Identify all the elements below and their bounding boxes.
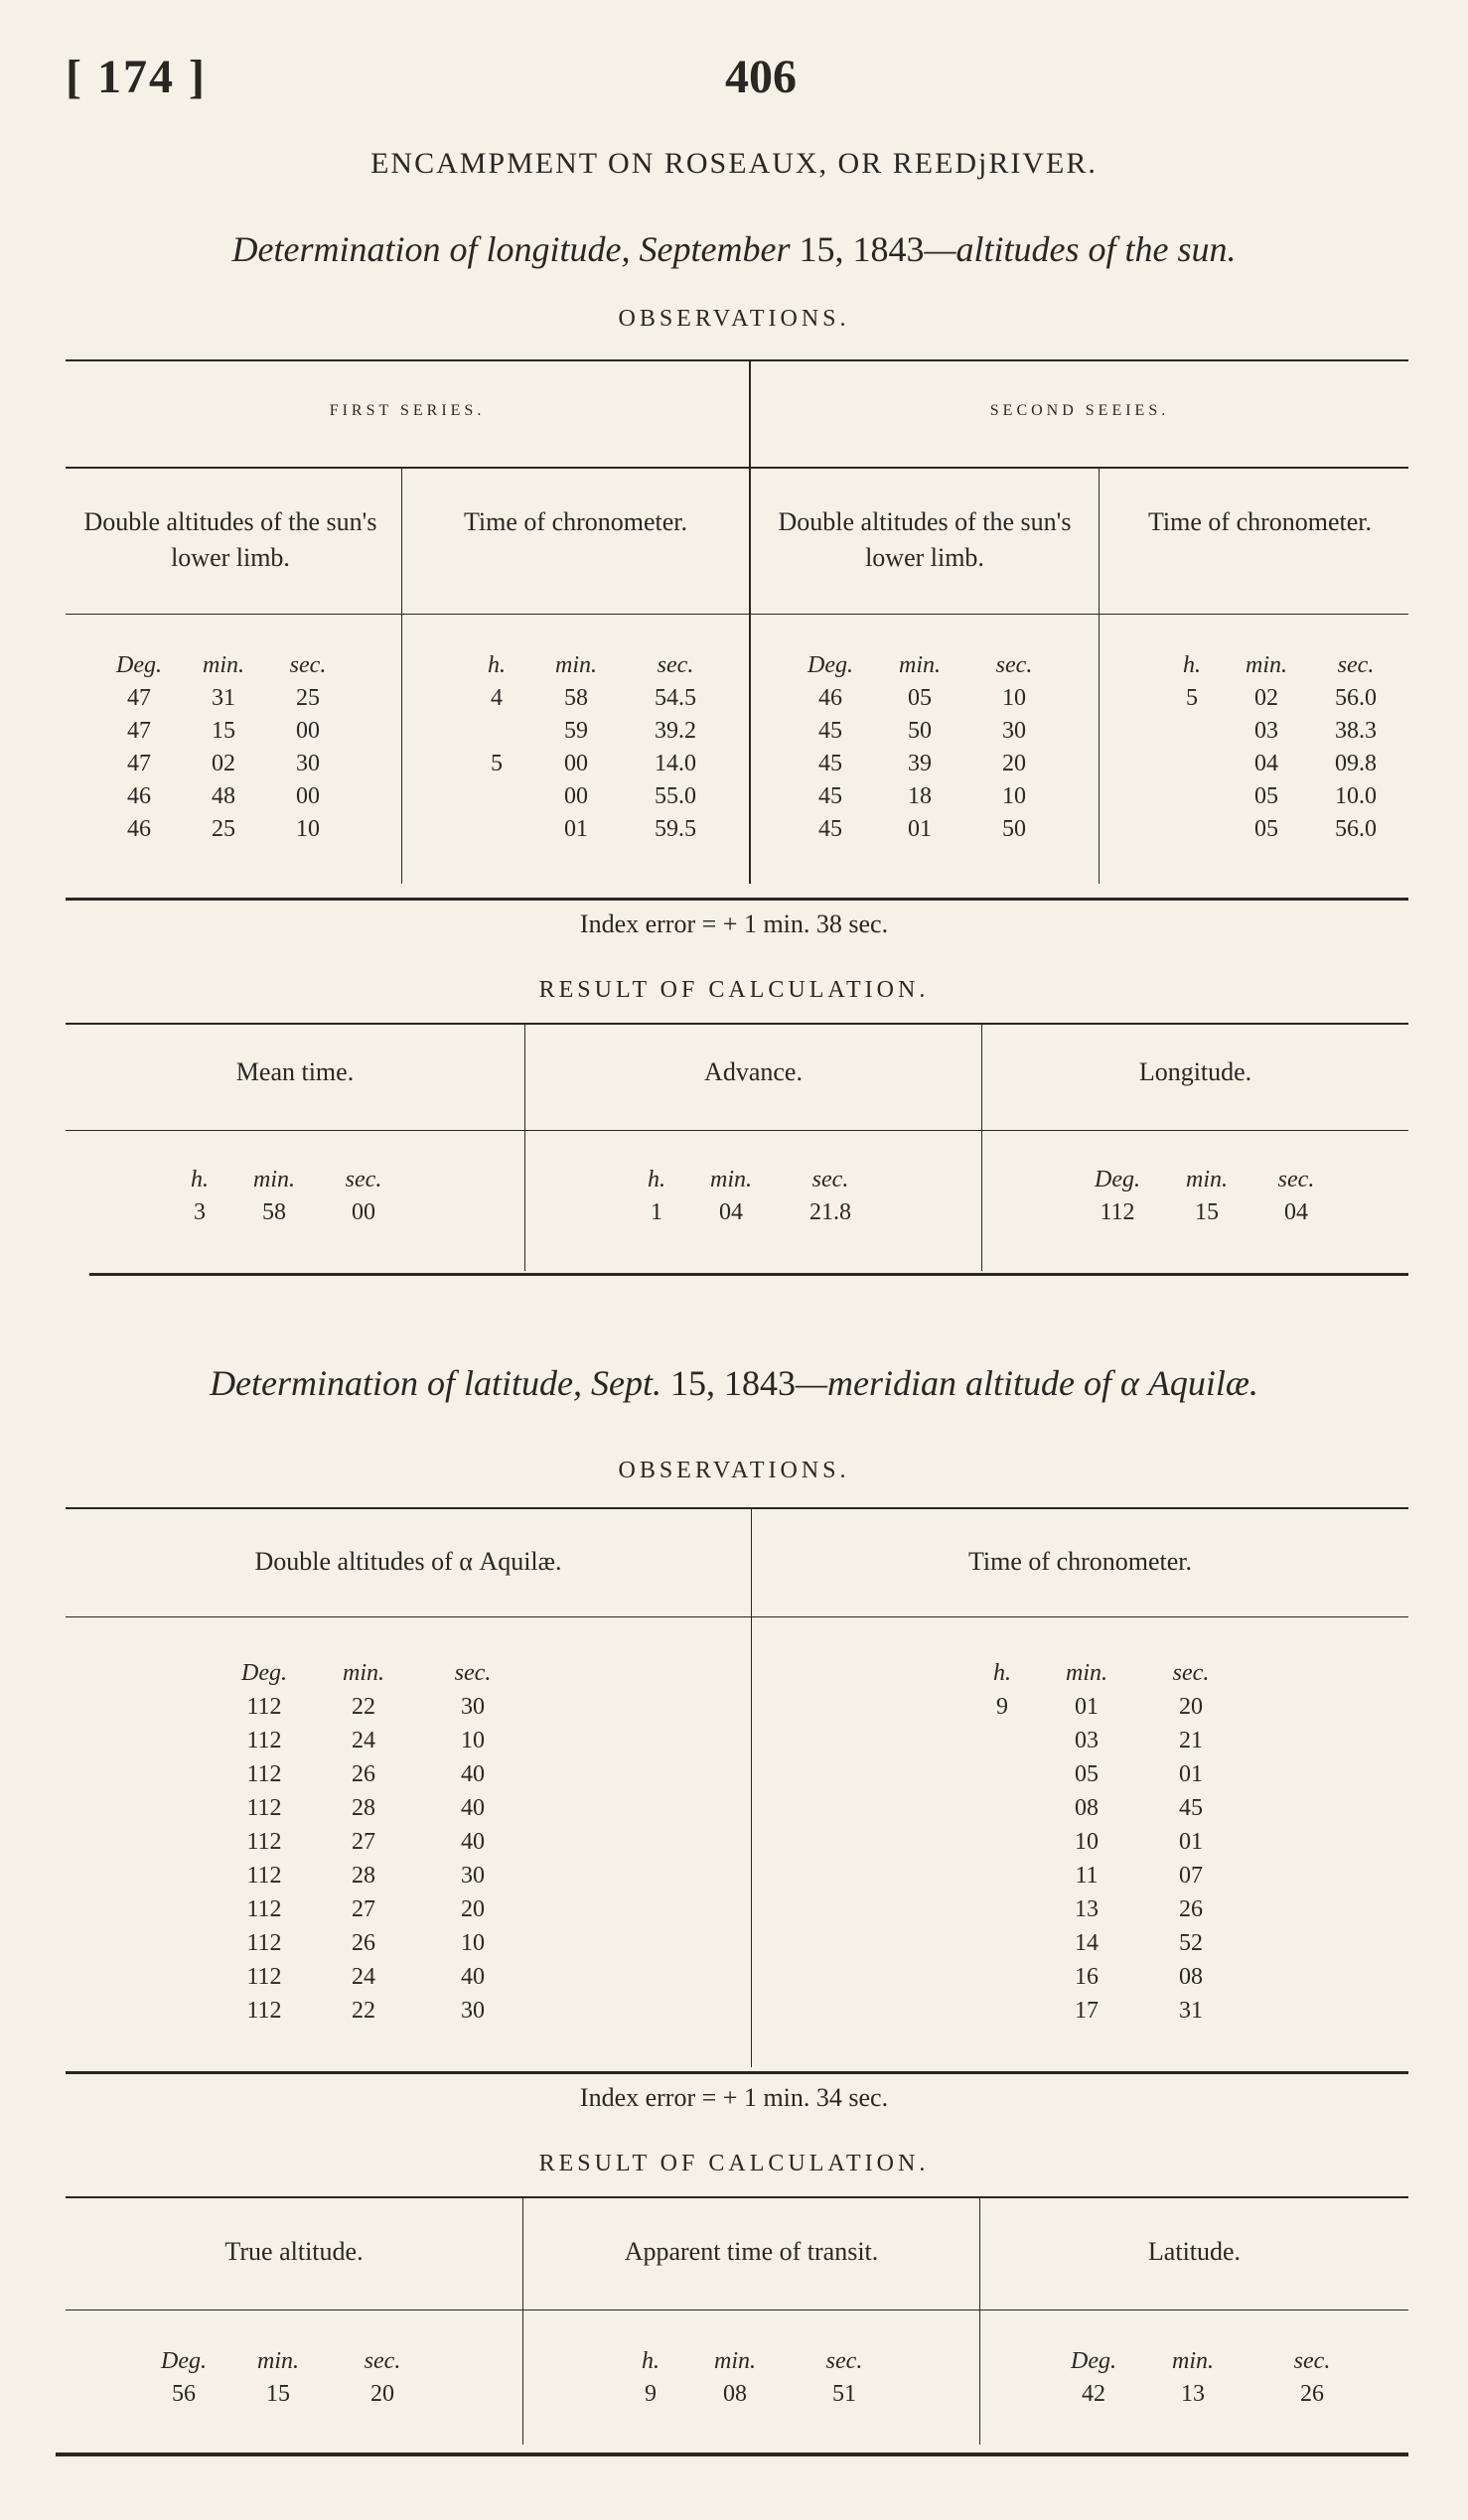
table-cell: 112 — [246, 1795, 282, 1821]
units-row — [632, 1164, 880, 1196]
table-cell: 39.2 — [655, 718, 696, 744]
table-cell — [1162, 748, 1222, 780]
true-altitude-values — [149, 2345, 427, 2411]
mean-time-header: Mean time. — [235, 1057, 355, 1086]
table-cell: 01 — [564, 816, 588, 842]
table-row — [1162, 715, 1400, 748]
table-cell: 04 — [719, 1199, 743, 1225]
table-row — [467, 813, 725, 846]
table-row — [224, 1960, 522, 1994]
place-title: ENCAMPMENT ON ROSEAUX, OR REEDjRIVER. — [370, 147, 1098, 180]
table-cell: 38.3 — [1335, 718, 1377, 744]
table-cell: 16 — [1075, 1964, 1099, 1990]
rule — [66, 359, 1408, 361]
table-cell: 45 — [818, 783, 842, 809]
table-cell — [1162, 780, 1222, 813]
units-row — [632, 1196, 880, 1229]
table-cell: 20 — [1179, 1694, 1203, 1720]
table-cell: min. — [343, 1660, 384, 1686]
table-cell: 20 — [1002, 751, 1026, 776]
table-row — [1162, 780, 1400, 813]
table-cell: 51 — [832, 2381, 856, 2407]
table-cell: 45 — [1179, 1795, 1203, 1821]
series2-alt-header: Double altitudes of the sun's lower limb. — [778, 507, 1072, 572]
units-row — [1162, 649, 1400, 682]
units-row — [224, 1656, 522, 1690]
table-cell: sec. — [1172, 1660, 1210, 1686]
table-cell: 46 — [127, 783, 151, 809]
table-row — [791, 748, 1059, 780]
table-cell: 20 — [370, 2381, 394, 2407]
advance-header: Advance. — [704, 1057, 803, 1086]
table-cell: 05 — [1075, 1761, 1099, 1787]
table-cell — [467, 780, 526, 813]
table-cell: min. — [257, 2348, 299, 2374]
table-row — [224, 1825, 522, 1859]
table-cell: min. — [714, 2348, 756, 2374]
table-cell: 13 — [1181, 2381, 1205, 2407]
lat-alt-columns — [224, 1656, 522, 2028]
table-cell: 15 — [266, 2381, 290, 2407]
table-cell: 56 — [172, 2381, 196, 2407]
table-cell: 00 — [564, 783, 588, 809]
table-cell: 10 — [461, 1930, 485, 1956]
table-row — [977, 1825, 1236, 1859]
table-cell: 20 — [461, 1896, 485, 1922]
table-row — [977, 1892, 1236, 1926]
table-cell: 59.5 — [655, 816, 696, 842]
unit-h: h. — [488, 652, 506, 678]
series2-time-header: Time of chronometer. — [1147, 507, 1373, 536]
series1-alt-header: Double altitudes of the sun's lower limb. — [83, 507, 377, 572]
units-row — [791, 649, 1059, 682]
table-cell: 14 — [1075, 1930, 1099, 1956]
table-cell: 40 — [461, 1964, 485, 1990]
rule — [66, 2196, 1408, 2198]
table-cell: Deg. — [161, 2348, 207, 2374]
table-cell: 55.0 — [655, 783, 696, 809]
units-row — [977, 1656, 1236, 1690]
table-cell: 10 — [1075, 1829, 1099, 1855]
longitude-header: Longitude. — [1138, 1057, 1252, 1086]
table-cell: 47 — [127, 685, 151, 711]
latitude-heading-date: 15, 1843 — [670, 1363, 797, 1403]
latitude-values — [1059, 2345, 1367, 2411]
table-cell — [977, 1724, 1027, 1757]
table-cell: h. — [993, 1660, 1011, 1686]
table-cell: 28 — [352, 1795, 375, 1821]
table-cell: 58 — [564, 685, 588, 711]
rule — [66, 1130, 1408, 1131]
apparent-time-values — [626, 2345, 894, 2411]
table-row — [224, 1859, 522, 1892]
table-row — [224, 1791, 522, 1825]
latitude-heading — [0, 1362, 1468, 1404]
table-cell: 01 — [908, 816, 932, 842]
table-cell: 52 — [1179, 1930, 1203, 1956]
longitude-heading — [0, 228, 1468, 270]
table-cell: h. — [648, 1167, 665, 1192]
unit-sec: sec. — [995, 652, 1033, 678]
unit-min: min. — [203, 652, 244, 678]
latitude-heading-c: —meridian altitude of — [796, 1363, 1121, 1403]
table-cell: 112 — [246, 1863, 282, 1889]
units-row — [175, 1164, 403, 1196]
table-cell: 30 — [461, 1998, 485, 2024]
table-cell: sec. — [1293, 2348, 1331, 2374]
unit-sec: sec. — [657, 652, 694, 678]
table-cell — [977, 1926, 1027, 1960]
table-cell: 21.8 — [809, 1199, 851, 1225]
table-cell: 1 — [651, 1199, 662, 1225]
alt-header: Double altitudes of α Aquilæ. — [254, 1547, 562, 1576]
rule — [56, 2452, 1408, 2456]
rule — [66, 467, 1408, 469]
table-cell: 47 — [127, 751, 151, 776]
table-cell: 01 — [1075, 1694, 1099, 1720]
table-cell: 3 — [194, 1199, 206, 1225]
table-cell: 112 — [246, 1964, 282, 1990]
unit-h: h. — [1183, 652, 1201, 678]
latitude-heading-a: Determination of latitude, Sept. — [210, 1363, 671, 1403]
rule — [66, 614, 1408, 615]
table-cell: 9 — [645, 2381, 657, 2407]
table-cell: 08 — [1075, 1795, 1099, 1821]
table-row — [1162, 813, 1400, 846]
table-cell: 48 — [212, 783, 235, 809]
advance-values — [632, 1164, 880, 1229]
table-cell: 50 — [908, 718, 932, 744]
table-cell: min. — [1172, 2348, 1214, 2374]
table-cell: sec. — [454, 1660, 492, 1686]
table-cell: 30 — [461, 1694, 485, 1720]
table-cell: 26 — [352, 1761, 375, 1787]
units-row — [149, 2345, 427, 2378]
table-cell: 10 — [296, 816, 320, 842]
table-cell: 22 — [352, 1998, 375, 2024]
table-cell: 14.0 — [655, 751, 696, 776]
bracket-page-number: [ 174 ] — [66, 51, 207, 103]
table-cell — [467, 715, 526, 748]
table-cell: 112 — [246, 1930, 282, 1956]
table-cell: 01 — [1179, 1829, 1203, 1855]
table-cell: 10 — [461, 1728, 485, 1753]
table-row — [1162, 682, 1400, 715]
table-cell: 15 — [1195, 1199, 1219, 1225]
table-row — [977, 1757, 1236, 1791]
table-cell: 26 — [1300, 2381, 1324, 2407]
table-cell: 112 — [246, 1829, 282, 1855]
rule — [66, 898, 1408, 901]
series1-time-columns — [467, 649, 725, 846]
table-row — [1162, 748, 1400, 780]
table-cell: 56.0 — [1335, 685, 1377, 711]
table-cell — [1162, 813, 1222, 846]
table-row — [977, 1859, 1236, 1892]
table-row — [467, 780, 725, 813]
table-cell: 02 — [212, 751, 235, 776]
rule — [89, 1273, 1408, 1276]
table-cell: 03 — [1254, 718, 1278, 744]
table-cell: 54.5 — [655, 685, 696, 711]
table-row — [791, 682, 1059, 715]
table-cell: 08 — [1179, 1964, 1203, 1990]
table-row — [467, 715, 725, 748]
col-divider — [751, 1507, 752, 2067]
units-row — [1083, 1196, 1331, 1229]
table-cell: 40 — [461, 1829, 485, 1855]
table-cell: 00 — [296, 718, 320, 744]
longitude-observations-label: OBSERVATIONS. — [618, 306, 850, 332]
table-cell: 05 — [1254, 783, 1278, 809]
series1-alt-columns — [99, 649, 348, 846]
table-cell — [977, 1825, 1027, 1859]
table-row — [99, 682, 348, 715]
table-row — [224, 1690, 522, 1724]
unit-sec: sec. — [289, 652, 327, 678]
table-cell: 40 — [461, 1795, 485, 1821]
table-cell: 30 — [296, 751, 320, 776]
table-row — [99, 780, 348, 813]
table-cell: 30 — [1002, 718, 1026, 744]
longitude-heading-date: 15, 1843 — [799, 229, 925, 269]
table-cell — [977, 1892, 1027, 1926]
table-cell — [467, 813, 526, 846]
table-cell: 17 — [1075, 1998, 1099, 2024]
table-row — [224, 1994, 522, 2028]
units-row — [1059, 2345, 1367, 2378]
table-cell: 30 — [461, 1863, 485, 1889]
table-cell: 45 — [818, 816, 842, 842]
units-row — [626, 2345, 894, 2378]
table-cell: 39 — [908, 751, 932, 776]
table-row — [977, 1926, 1236, 1960]
latitude-observations-label: OBSERVATIONS. — [618, 1458, 850, 1483]
table-cell — [977, 1994, 1027, 2028]
table-cell: 10 — [1002, 685, 1026, 711]
longitude-heading-a: Determination of longitude, September — [231, 229, 800, 269]
units-row — [99, 649, 348, 682]
table-row — [99, 715, 348, 748]
units-row — [149, 2378, 427, 2411]
table-cell: 5 — [491, 751, 503, 776]
series1-time-header: Time of chronometer. — [463, 507, 688, 536]
table-cell: 112 — [246, 1998, 282, 2024]
table-cell: sec. — [364, 2348, 401, 2374]
longitude-values — [1083, 1164, 1331, 1229]
latitude-index-error: Index error = + 1 min. 34 sec. — [579, 2083, 889, 2112]
table-cell: sec. — [1277, 1167, 1315, 1192]
table-cell — [977, 1960, 1027, 1994]
unit-min: min. — [555, 652, 597, 678]
latitude-heading-star: α Aquilæ. — [1120, 1363, 1258, 1403]
table-cell: 31 — [212, 685, 235, 711]
table-cell: 45 — [818, 718, 842, 744]
table-row — [99, 748, 348, 780]
series2-alt-columns — [791, 649, 1059, 846]
table-cell: 46 — [127, 816, 151, 842]
table-cell: Deg. — [1095, 1167, 1140, 1192]
lat-time-columns — [977, 1656, 1236, 2028]
table-cell: h. — [191, 1167, 209, 1192]
table-cell: 112 — [246, 1896, 282, 1922]
table-row — [99, 813, 348, 846]
table-cell — [977, 1757, 1027, 1791]
table-cell: min. — [710, 1167, 752, 1192]
table-cell: sec. — [825, 2348, 863, 2374]
table-row — [977, 1690, 1236, 1724]
table-cell: 47 — [127, 718, 151, 744]
table-row — [224, 1892, 522, 1926]
table-cell: 13 — [1075, 1896, 1099, 1922]
longitude-index-error: Index error = + 1 min. 38 sec. — [579, 910, 889, 938]
table-row — [791, 813, 1059, 846]
table-cell: 4 — [491, 685, 503, 711]
table-cell: 18 — [908, 783, 932, 809]
table-row — [977, 1724, 1236, 1757]
table-cell: 05 — [1254, 816, 1278, 842]
table-cell: 26 — [1179, 1896, 1203, 1922]
units-row — [175, 1196, 403, 1229]
mean-time-values — [175, 1164, 403, 1229]
units-row — [626, 2378, 894, 2411]
table-cell: 04 — [1284, 1199, 1308, 1225]
table-cell: 31 — [1179, 1998, 1203, 2024]
table-row — [467, 748, 725, 780]
table-row — [224, 1757, 522, 1791]
apparent-time-header: Apparent time of transit. — [624, 2237, 879, 2266]
table-cell: 01 — [1179, 1761, 1203, 1787]
table-cell: 10.0 — [1335, 783, 1377, 809]
table-cell: 00 — [296, 783, 320, 809]
table-cell: 04 — [1254, 751, 1278, 776]
table-cell: min. — [1066, 1660, 1107, 1686]
unit-deg: Deg. — [807, 652, 853, 678]
table-cell: 24 — [352, 1728, 375, 1753]
table-cell: 45 — [818, 751, 842, 776]
table-cell: 5 — [1186, 685, 1198, 711]
first-series-label: FIRST SERIES. — [329, 402, 486, 419]
series-divider — [749, 359, 751, 884]
table-cell: 50 — [1002, 816, 1026, 842]
rule — [66, 2071, 1408, 2074]
rule — [66, 1507, 1408, 1509]
table-cell: 15 — [212, 718, 235, 744]
table-cell: 22 — [352, 1694, 375, 1720]
units-row — [1083, 1164, 1331, 1196]
table-cell: 26 — [352, 1930, 375, 1956]
table-cell: Deg. — [1071, 2348, 1116, 2374]
unit-deg: Deg. — [116, 652, 162, 678]
units-row — [467, 649, 725, 682]
true-altitude-header: True altitude. — [224, 2237, 364, 2266]
longitude-heading-c: —altitudes of the sun. — [924, 229, 1237, 269]
table-cell: 27 — [352, 1829, 375, 1855]
table-cell: Deg. — [241, 1660, 287, 1686]
table-row — [977, 1960, 1236, 1994]
table-row — [224, 1926, 522, 1960]
table-row — [224, 1724, 522, 1757]
longitude-result-label: RESULT OF CALCULATION. — [538, 977, 930, 1003]
table-cell: 56.0 — [1335, 816, 1377, 842]
table-row — [467, 682, 725, 715]
table-row — [977, 1791, 1236, 1825]
table-cell: 02 — [1254, 685, 1278, 711]
table-cell: 112 — [246, 1761, 282, 1787]
second-series-label: SECOND SEEIES. — [989, 402, 1170, 419]
table-cell: 46 — [818, 685, 842, 711]
unit-sec: sec. — [1337, 652, 1375, 678]
table-cell: 59 — [564, 718, 588, 744]
latitude-header: Latitude. — [1147, 2237, 1242, 2266]
table-cell: h. — [642, 2348, 660, 2374]
table-row — [791, 715, 1059, 748]
table-cell: 21 — [1179, 1728, 1203, 1753]
table-cell: 112 — [246, 1694, 282, 1720]
table-row — [977, 1994, 1236, 2028]
rule — [66, 1616, 1408, 1617]
time-header: Time of chronometer. — [967, 1547, 1193, 1576]
table-cell: 07 — [1179, 1863, 1203, 1889]
table-cell: 09.8 — [1335, 751, 1377, 776]
table-cell: sec. — [345, 1167, 382, 1192]
table-cell: 10 — [1002, 783, 1026, 809]
table-cell: min. — [1186, 1167, 1228, 1192]
table-cell: 11 — [1075, 1863, 1099, 1889]
page-number: 406 — [725, 51, 797, 103]
table-cell: 58 — [262, 1199, 286, 1225]
table-cell: 25 — [212, 816, 235, 842]
table-cell: 03 — [1075, 1728, 1099, 1753]
unit-min: min. — [899, 652, 941, 678]
series2-time-columns — [1162, 649, 1400, 846]
table-cell: 40 — [461, 1761, 485, 1787]
table-cell: 00 — [352, 1199, 375, 1225]
table-cell: 112 — [1100, 1199, 1135, 1225]
table-row — [791, 780, 1059, 813]
table-cell: min. — [253, 1167, 295, 1192]
table-cell: 9 — [996, 1694, 1008, 1720]
table-cell — [1162, 715, 1222, 748]
table-cell: sec. — [811, 1167, 849, 1192]
table-cell — [977, 1859, 1027, 1892]
table-cell: 112 — [246, 1728, 282, 1753]
rule — [66, 1023, 1408, 1025]
table-cell: 42 — [1082, 2381, 1105, 2407]
table-cell: 24 — [352, 1964, 375, 1990]
table-cell: 05 — [908, 685, 932, 711]
units-row — [1059, 2378, 1367, 2411]
table-cell — [977, 1791, 1027, 1825]
table-cell: 08 — [723, 2381, 747, 2407]
unit-min: min. — [1246, 652, 1287, 678]
table-cell: 25 — [296, 685, 320, 711]
table-cell: 28 — [352, 1863, 375, 1889]
table-cell: 00 — [564, 751, 588, 776]
table-cell: 27 — [352, 1896, 375, 1922]
latitude-result-label: RESULT OF CALCULATION. — [538, 2151, 930, 2176]
